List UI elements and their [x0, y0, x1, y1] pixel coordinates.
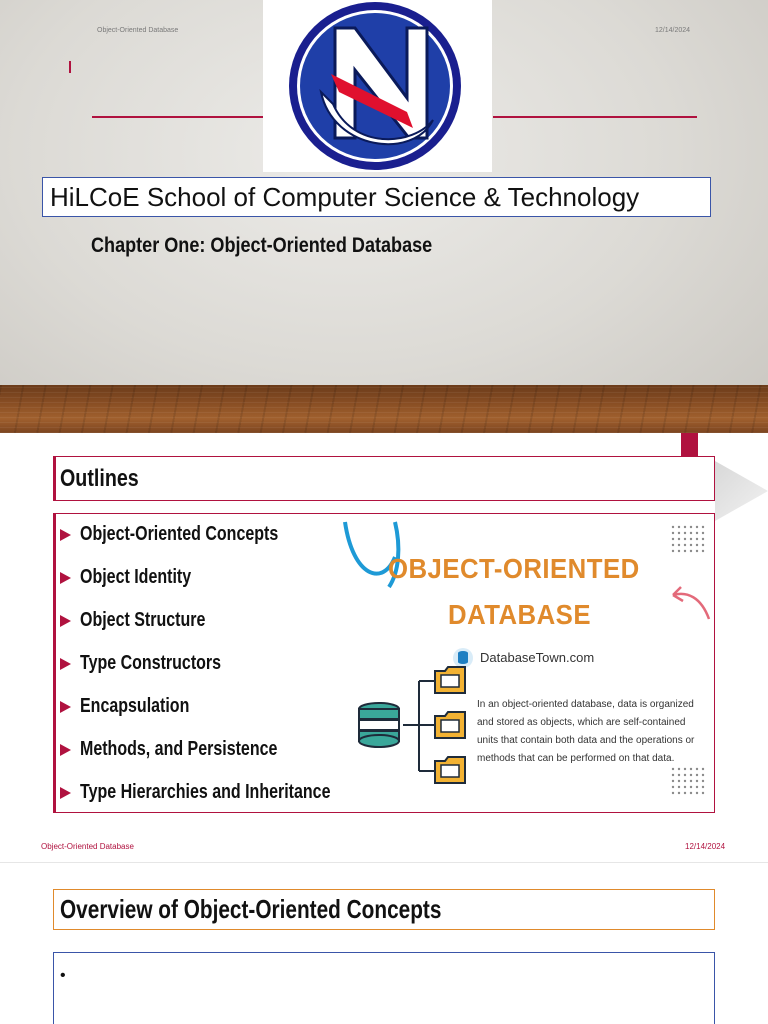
outline-item-label: Type Hierarchies and Inheritance: [80, 781, 331, 803]
divider-right: [493, 116, 697, 118]
slide-1: [0, 0, 768, 433]
divider-left: [92, 116, 263, 118]
promo-title-line1: OBJECT-ORIENTED: [388, 553, 640, 584]
bullet-arrow-icon: [60, 615, 71, 627]
slide-3: [0, 862, 768, 1024]
bullet-arrow-icon: [60, 529, 71, 541]
school-logo-icon: [263, 0, 492, 172]
pointer-arrow-icon: [665, 583, 713, 623]
slide-footer-date: 12/14/2024: [685, 842, 726, 851]
dot-grid-decoration-icon: [669, 523, 713, 559]
bullet: •: [60, 967, 66, 984]
slide-header-date: 12/14/2024: [655, 27, 691, 34]
outline-item-label: Object Identity: [80, 566, 192, 588]
overview-title: Overview of Object-Oriented Concepts: [60, 894, 442, 924]
overview-title-box: [53, 889, 715, 930]
wood-floor-decoration: [0, 385, 768, 433]
bullet-arrow-icon: [60, 701, 71, 713]
school-title-box: [42, 177, 711, 217]
folder-icon: [433, 708, 469, 742]
folder-icon: [433, 753, 469, 787]
outlines-title: Outlines: [60, 465, 139, 492]
accent-block: [681, 433, 698, 457]
content-accent-bar: [53, 513, 56, 813]
accent-tick: [69, 61, 71, 73]
title-accent-bar: [53, 456, 56, 501]
database-stack-icon: [355, 700, 405, 750]
promo-description: In an object-oriented database, data is organized and stored as objects, which are self-contained units that contain both data and the operations or methods that can be performed on that data.: [477, 699, 695, 764]
dot-grid-decoration-icon: [669, 765, 713, 801]
overview-content-box: [53, 952, 715, 1024]
bullet-arrow-icon: [60, 572, 71, 584]
outlines-title-box: [53, 456, 715, 501]
promo-title-line2: DATABASE: [448, 599, 591, 630]
school-title: HiLCoE School of Computer Science & Technology: [50, 182, 640, 212]
outline-item-label: Encapsulation: [80, 695, 190, 717]
promo-image: [343, 517, 713, 810]
outline-item-label: Object-Oriented Concepts: [80, 523, 279, 545]
folder-icon: [433, 663, 469, 697]
outline-item-label: Methods, and Persistence: [80, 738, 278, 760]
bullet-arrow-icon: [60, 787, 71, 799]
bullet-arrow-icon: [60, 658, 71, 670]
side-decoration: [715, 461, 768, 521]
outline-item-label: Object Structure: [80, 609, 206, 631]
bullet-arrow-icon: [60, 744, 71, 756]
outline-item-label: Type Constructors: [80, 652, 222, 674]
slide-footer-left: Object-Oriented Database: [41, 842, 134, 851]
slide-header-left: Object-Oriented Database: [97, 27, 179, 34]
promo-site-name: DatabaseTown.com: [480, 650, 595, 665]
slide-2: [0, 433, 768, 862]
chapter-title: Chapter One: Object-Oriented Database: [91, 234, 433, 257]
